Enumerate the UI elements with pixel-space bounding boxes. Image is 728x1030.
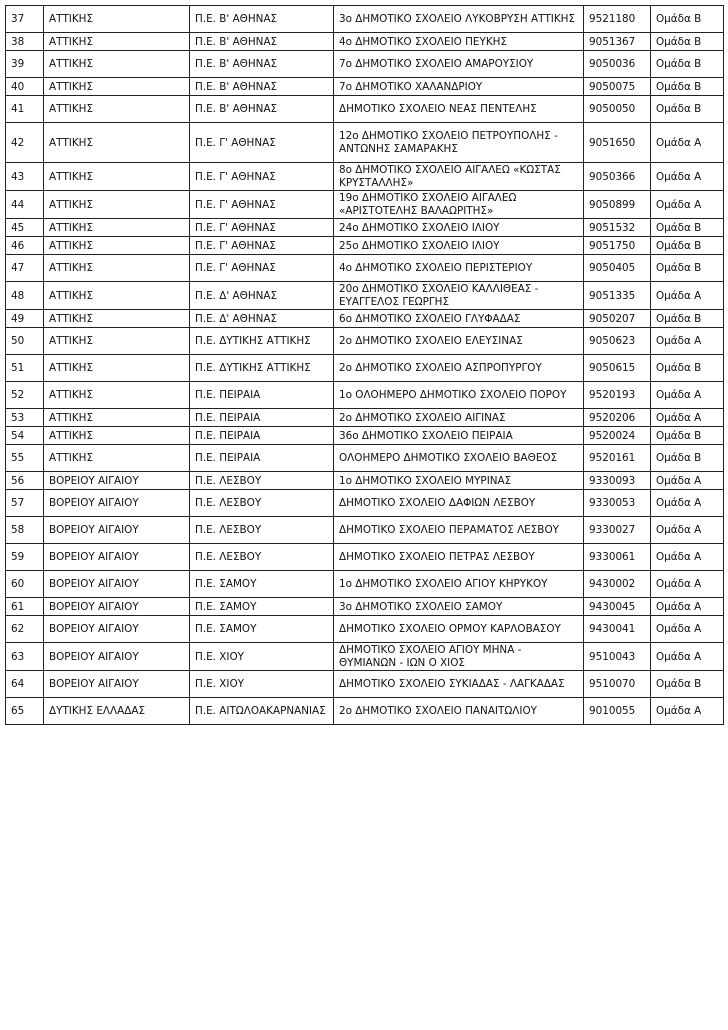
region-cell: ΒΟΡΕΙΟΥ ΑΙΓΑΙΟΥ — [44, 472, 190, 490]
school-name-cell: 36ο ΔΗΜΟΤΙΚΟ ΣΧΟΛΕΙΟ ΠΕΙΡΑΙΑ — [334, 427, 584, 445]
region-cell: ΑΤΤΙΚΗΣ — [44, 219, 190, 237]
region-cell: ΒΟΡΕΙΟΥ ΑΙΓΑΙΟΥ — [44, 571, 190, 598]
school-code-cell: 9521180 — [584, 6, 651, 33]
school-name-cell: 1ο ΔΗΜΟΤΙΚΟ ΣΧΟΛΕΙΟ ΑΓΙΟΥ ΚΗΡΥΚΟΥ — [334, 571, 584, 598]
group-cell: Ομάδα Α — [651, 598, 724, 616]
region-cell: ΑΤΤΙΚΗΣ — [44, 328, 190, 355]
school-name-cell: 1ο ΟΛΟΗΜΕΡΟ ΔΗΜΟΤΙΚΟ ΣΧΟΛΕΙΟ ΠΟΡΟΥ — [334, 382, 584, 409]
school-code-cell: 9330053 — [584, 490, 651, 517]
school-code-cell: 9510070 — [584, 671, 651, 698]
directorate-cell: Π.Ε. ΛΕΣΒΟΥ — [190, 490, 334, 517]
table-row — [6, 33, 724, 51]
group-cell: Ομάδα Β — [651, 427, 724, 445]
schools-table — [5, 5, 724, 725]
row-number: 54 — [6, 427, 44, 445]
school-name-cell: ΔΗΜΟΤΙΚΟ ΣΧΟΛΕΙΟ ΑΓΙΟΥ ΜΗΝΑ - ΘΥΜΙΑΝΩΝ - ΙΩΝ Ο ΧΙΟΣ — [334, 643, 584, 671]
school-name-cell: 2ο ΔΗΜΟΤΙΚΟ ΣΧΟΛΕΙΟ ΕΛΕΥΣΙΝΑΣ — [334, 328, 584, 355]
school-code-cell: 9510043 — [584, 643, 651, 671]
table-row — [6, 616, 724, 643]
row-number: 40 — [6, 78, 44, 96]
group-cell: Ομάδα Α — [651, 163, 724, 191]
school-code-cell: 9051367 — [584, 33, 651, 51]
table-row — [6, 671, 724, 698]
school-code-cell: 9051750 — [584, 237, 651, 255]
group-cell: Ομάδα Β — [651, 445, 724, 472]
table-row — [6, 328, 724, 355]
table-row — [6, 51, 724, 78]
table-row — [6, 427, 724, 445]
school-name-cell: 1ο ΔΗΜΟΤΙΚΟ ΣΧΟΛΕΙΟ ΜΥΡΙΝΑΣ — [334, 472, 584, 490]
region-cell: ΑΤΤΙΚΗΣ — [44, 445, 190, 472]
school-name-cell: ΔΗΜΟΤΙΚΟ ΣΧΟΛΕΙΟ ΣΥΚΙΑΔΑΣ - ΛΑΓΚΑΔΑΣ — [334, 671, 584, 698]
table-row — [6, 598, 724, 616]
row-number: 59 — [6, 544, 44, 571]
school-name-cell: 7ο ΔΗΜΟΤΙΚΟ ΧΑΛΑΝΔΡΙΟΥ — [334, 78, 584, 96]
table-row — [6, 571, 724, 598]
school-code-cell: 9050615 — [584, 355, 651, 382]
group-cell: Ομάδα Α — [651, 698, 724, 725]
region-cell: ΑΤΤΙΚΗΣ — [44, 255, 190, 282]
region-cell: ΑΤΤΙΚΗΣ — [44, 96, 190, 123]
region-cell: ΑΤΤΙΚΗΣ — [44, 427, 190, 445]
region-cell: ΒΟΡΕΙΟΥ ΑΙΓΑΙΟΥ — [44, 598, 190, 616]
row-number: 63 — [6, 643, 44, 671]
directorate-cell: Π.Ε. Γ' ΑΘΗΝΑΣ — [190, 237, 334, 255]
row-number: 45 — [6, 219, 44, 237]
row-number: 46 — [6, 237, 44, 255]
group-cell: Ομάδα Β — [651, 671, 724, 698]
row-number: 37 — [6, 6, 44, 33]
school-code-cell: 9010055 — [584, 698, 651, 725]
table-row — [6, 409, 724, 427]
directorate-cell: Π.Ε. ΧΙΟΥ — [190, 643, 334, 671]
region-cell: ΑΤΤΙΚΗΣ — [44, 237, 190, 255]
school-name-cell: 4ο ΔΗΜΟΤΙΚΟ ΣΧΟΛΕΙΟ ΠΕΥΚΗΣ — [334, 33, 584, 51]
row-number: 65 — [6, 698, 44, 725]
row-number: 39 — [6, 51, 44, 78]
region-cell: ΒΟΡΕΙΟΥ ΑΙΓΑΙΟΥ — [44, 616, 190, 643]
row-number: 58 — [6, 517, 44, 544]
row-number: 64 — [6, 671, 44, 698]
school-name-cell: ΟΛΟΗΜΕΡΟ ΔΗΜΟΤΙΚΟ ΣΧΟΛΕΙΟ ΒΑΘΕΟΣ — [334, 445, 584, 472]
table-row — [6, 643, 724, 671]
school-code-cell: 9051335 — [584, 282, 651, 310]
row-number: 48 — [6, 282, 44, 310]
row-number: 56 — [6, 472, 44, 490]
school-name-cell: 3ο ΔΗΜΟΤΙΚΟ ΣΧΟΛΕΙΟ ΛΥΚΟΒΡΥΣΗ ΑΤΤΙΚΗΣ — [334, 6, 584, 33]
table-row — [6, 237, 724, 255]
school-name-cell: ΔΗΜΟΤΙΚΟ ΣΧΟΛΕΙΟ ΔΑΦΙΩΝ ΛΕΣΒΟΥ — [334, 490, 584, 517]
row-number: 61 — [6, 598, 44, 616]
table-row — [6, 310, 724, 328]
school-code-cell: 9330061 — [584, 544, 651, 571]
school-code-cell: 9050075 — [584, 78, 651, 96]
school-name-cell: 2ο ΔΗΜΟΤΙΚΟ ΣΧΟΛΕΙΟ ΠΑΝΑΙΤΩΛΙΟΥ — [334, 698, 584, 725]
group-cell: Ομάδα Β — [651, 51, 724, 78]
table-row — [6, 6, 724, 33]
group-cell: Ομάδα Α — [651, 544, 724, 571]
school-code-cell: 9520193 — [584, 382, 651, 409]
school-code-cell: 9430002 — [584, 571, 651, 598]
table-row — [6, 219, 724, 237]
region-cell: ΑΤΤΙΚΗΣ — [44, 382, 190, 409]
group-cell: Ομάδα Β — [651, 96, 724, 123]
row-number: 44 — [6, 191, 44, 219]
school-name-cell: ΔΗΜΟΤΙΚΟ ΣΧΟΛΕΙΟ ΟΡΜΟΥ ΚΑΡΛΟΒΑΣΟΥ — [334, 616, 584, 643]
region-cell: ΑΤΤΙΚΗΣ — [44, 33, 190, 51]
table-row — [6, 123, 724, 163]
school-code-cell: 9520024 — [584, 427, 651, 445]
region-cell: ΒΟΡΕΙΟΥ ΑΙΓΑΙΟΥ — [44, 544, 190, 571]
row-number: 42 — [6, 123, 44, 163]
table-row — [6, 255, 724, 282]
school-name-cell: ΔΗΜΟΤΙΚΟ ΣΧΟΛΕΙΟ ΠΕΡΑΜΑΤΟΣ ΛΕΣΒΟΥ — [334, 517, 584, 544]
group-cell: Ομάδα Β — [651, 219, 724, 237]
directorate-cell: Π.Ε. Γ' ΑΘΗΝΑΣ — [190, 219, 334, 237]
school-name-cell: 2ο ΔΗΜΟΤΙΚΟ ΣΧΟΛΕΙΟ ΑΣΠΡΟΠΥΡΓΟΥ — [334, 355, 584, 382]
school-code-cell: 9051532 — [584, 219, 651, 237]
directorate-cell: Π.Ε. Γ' ΑΘΗΝΑΣ — [190, 123, 334, 163]
group-cell: Ομάδα Α — [651, 328, 724, 355]
school-code-cell: 9050899 — [584, 191, 651, 219]
row-number: 55 — [6, 445, 44, 472]
group-cell: Ομάδα Β — [651, 33, 724, 51]
table-row — [6, 445, 724, 472]
school-name-cell: 12ο ΔΗΜΟΤΙΚΟ ΣΧΟΛΕΙΟ ΠΕΤΡΟΥΠΟΛΗΣ - ΑΝΤΩΝΗΣ ΣΑΜΑΡΑΚΗΣ — [334, 123, 584, 163]
table-row — [6, 78, 724, 96]
row-number: 52 — [6, 382, 44, 409]
school-name-cell: 2ο ΔΗΜΟΤΙΚΟ ΣΧΟΛΕΙΟ ΑΙΓΙΝΑΣ — [334, 409, 584, 427]
region-cell: ΑΤΤΙΚΗΣ — [44, 409, 190, 427]
school-code-cell: 9050036 — [584, 51, 651, 78]
group-cell: Ομάδα Α — [651, 123, 724, 163]
school-name-cell: 25ο ΔΗΜΟΤΙΚΟ ΣΧΟΛΕΙΟ ΙΛΙΟΥ — [334, 237, 584, 255]
group-cell: Ομάδα Β — [651, 78, 724, 96]
group-cell: Ομάδα Α — [651, 571, 724, 598]
directorate-cell: Π.Ε. Γ' ΑΘΗΝΑΣ — [190, 255, 334, 282]
region-cell: ΔΥΤΙΚΗΣ ΕΛΛΑΔΑΣ — [44, 698, 190, 725]
school-name-cell: 3ο ΔΗΜΟΤΙΚΟ ΣΧΟΛΕΙΟ ΣΑΜΟΥ — [334, 598, 584, 616]
school-name-cell: 20ο ΔΗΜΟΤΙΚΟ ΣΧΟΛΕΙΟ ΚΑΛΛΙΘΕΑΣ - ΕΥΑΓΓΕΛΟΣ ΓΕΩΡΓΗΣ — [334, 282, 584, 310]
directorate-cell: Π.Ε. ΛΕΣΒΟΥ — [190, 472, 334, 490]
region-cell: ΒΟΡΕΙΟΥ ΑΙΓΑΙΟΥ — [44, 671, 190, 698]
directorate-cell: Π.Ε. ΠΕΙΡΑΙΑ — [190, 382, 334, 409]
school-name-cell: ΔΗΜΟΤΙΚΟ ΣΧΟΛΕΙΟ ΝΕΑΣ ΠΕΝΤΕΛΗΣ — [334, 96, 584, 123]
group-cell: Ομάδα Α — [651, 490, 724, 517]
row-number: 51 — [6, 355, 44, 382]
directorate-cell: Π.Ε. Γ' ΑΘΗΝΑΣ — [190, 191, 334, 219]
directorate-cell: Π.Ε. ΧΙΟΥ — [190, 671, 334, 698]
table-row — [6, 382, 724, 409]
directorate-cell: Π.Ε. ΑΙΤΩΛΟΑΚΑΡΝΑΝΙΑΣ — [190, 698, 334, 725]
region-cell: ΒΟΡΕΙΟΥ ΑΙΓΑΙΟΥ — [44, 643, 190, 671]
school-code-cell: 9050623 — [584, 328, 651, 355]
directorate-cell: Π.Ε. Β' ΑΘΗΝΑΣ — [190, 51, 334, 78]
school-name-cell: 7ο ΔΗΜΟΤΙΚΟ ΣΧΟΛΕΙΟ ΑΜΑΡΟΥΣΙΟΥ — [334, 51, 584, 78]
row-number: 38 — [6, 33, 44, 51]
group-cell: Ομάδα Α — [651, 382, 724, 409]
region-cell: ΑΤΤΙΚΗΣ — [44, 191, 190, 219]
group-cell: Ομάδα Α — [651, 643, 724, 671]
directorate-cell: Π.Ε. Β' ΑΘΗΝΑΣ — [190, 6, 334, 33]
directorate-cell: Π.Ε. ΠΕΙΡΑΙΑ — [190, 445, 334, 472]
group-cell: Ομάδα Α — [651, 282, 724, 310]
table-row — [6, 96, 724, 123]
directorate-cell: Π.Ε. ΔΥΤΙΚΗΣ ΑΤΤΙΚΗΣ — [190, 355, 334, 382]
school-name-cell: ΔΗΜΟΤΙΚΟ ΣΧΟΛΕΙΟ ΠΕΤΡΑΣ ΛΕΣΒΟΥ — [334, 544, 584, 571]
school-name-cell: 6ο ΔΗΜΟΤΙΚΟ ΣΧΟΛΕΙΟ ΓΛΥΦΑΔΑΣ — [334, 310, 584, 328]
directorate-cell: Π.Ε. ΛΕΣΒΟΥ — [190, 544, 334, 571]
directorate-cell: Π.Ε. ΛΕΣΒΟΥ — [190, 517, 334, 544]
table-row — [6, 517, 724, 544]
directorate-cell: Π.Ε. Β' ΑΘΗΝΑΣ — [190, 33, 334, 51]
row-number: 57 — [6, 490, 44, 517]
row-number: 62 — [6, 616, 44, 643]
school-code-cell: 9430041 — [584, 616, 651, 643]
table-row — [6, 472, 724, 490]
directorate-cell: Π.Ε. Δ' ΑΘΗΝΑΣ — [190, 282, 334, 310]
school-name-cell: 24ο ΔΗΜΟΤΙΚΟ ΣΧΟΛΕΙΟ ΙΛΙΟΥ — [334, 219, 584, 237]
row-number: 53 — [6, 409, 44, 427]
school-name-cell: 4ο ΔΗΜΟΤΙΚΟ ΣΧΟΛΕΙΟ ΠΕΡΙΣΤΕΡΙΟΥ — [334, 255, 584, 282]
region-cell: ΑΤΤΙΚΗΣ — [44, 78, 190, 96]
group-cell: Ομάδα Β — [651, 310, 724, 328]
school-code-cell: 9050405 — [584, 255, 651, 282]
group-cell: Ομάδα Α — [651, 409, 724, 427]
region-cell: ΑΤΤΙΚΗΣ — [44, 51, 190, 78]
row-number: 49 — [6, 310, 44, 328]
school-code-cell: 9050207 — [584, 310, 651, 328]
table-row — [6, 490, 724, 517]
region-cell: ΑΤΤΙΚΗΣ — [44, 310, 190, 328]
row-number: 50 — [6, 328, 44, 355]
row-number: 47 — [6, 255, 44, 282]
directorate-cell: Π.Ε. ΠΕΙΡΑΙΑ — [190, 409, 334, 427]
directorate-cell: Π.Ε. Δ' ΑΘΗΝΑΣ — [190, 310, 334, 328]
school-code-cell: 9050366 — [584, 163, 651, 191]
table-row — [6, 282, 724, 310]
row-number: 43 — [6, 163, 44, 191]
table-row — [6, 544, 724, 571]
school-code-cell: 9520206 — [584, 409, 651, 427]
school-code-cell: 9330027 — [584, 517, 651, 544]
school-code-cell: 9051650 — [584, 123, 651, 163]
directorate-cell: Π.Ε. ΣΑΜΟΥ — [190, 616, 334, 643]
group-cell: Ομάδα Α — [651, 616, 724, 643]
directorate-cell: Π.Ε. ΣΑΜΟΥ — [190, 571, 334, 598]
region-cell: ΑΤΤΙΚΗΣ — [44, 6, 190, 33]
region-cell: ΒΟΡΕΙΟΥ ΑΙΓΑΙΟΥ — [44, 517, 190, 544]
group-cell: Ομάδα Β — [651, 355, 724, 382]
table-row — [6, 163, 724, 191]
directorate-cell: Π.Ε. ΔΥΤΙΚΗΣ ΑΤΤΙΚΗΣ — [190, 328, 334, 355]
directorate-cell: Π.Ε. Β' ΑΘΗΝΑΣ — [190, 96, 334, 123]
region-cell: ΒΟΡΕΙΟΥ ΑΙΓΑΙΟΥ — [44, 490, 190, 517]
region-cell: ΑΤΤΙΚΗΣ — [44, 355, 190, 382]
group-cell: Ομάδα Β — [651, 237, 724, 255]
school-code-cell: 9430045 — [584, 598, 651, 616]
group-cell: Ομάδα Β — [651, 255, 724, 282]
table-row — [6, 355, 724, 382]
region-cell: ΑΤΤΙΚΗΣ — [44, 163, 190, 191]
group-cell: Ομάδα Α — [651, 472, 724, 490]
region-cell: ΑΤΤΙΚΗΣ — [44, 282, 190, 310]
table-row — [6, 191, 724, 219]
directorate-cell: Π.Ε. ΠΕΙΡΑΙΑ — [190, 427, 334, 445]
region-cell: ΑΤΤΙΚΗΣ — [44, 123, 190, 163]
group-cell: Ομάδα Α — [651, 191, 724, 219]
school-name-cell: 8ο ΔΗΜΟΤΙΚΟ ΣΧΟΛΕΙΟ ΑΙΓΑΛΕΩ «ΚΩΣΤΑΣ ΚΡΥΣΤΑΛΛΗΣ» — [334, 163, 584, 191]
row-number: 41 — [6, 96, 44, 123]
schools-table-body — [6, 6, 724, 725]
school-code-cell: 9050050 — [584, 96, 651, 123]
school-name-cell: 19ο ΔΗΜΟΤΙΚΟ ΣΧΟΛΕΙΟ ΑΙΓΑΛΕΩ «ΑΡΙΣΤΟΤΕΛΗΣ ΒΑΛΑΩΡΙΤΗΣ» — [334, 191, 584, 219]
table-row — [6, 698, 724, 725]
school-code-cell: 9520161 — [584, 445, 651, 472]
directorate-cell: Π.Ε. Β' ΑΘΗΝΑΣ — [190, 78, 334, 96]
directorate-cell: Π.Ε. Γ' ΑΘΗΝΑΣ — [190, 163, 334, 191]
directorate-cell: Π.Ε. ΣΑΜΟΥ — [190, 598, 334, 616]
group-cell: Ομάδα Β — [651, 6, 724, 33]
school-code-cell: 9330093 — [584, 472, 651, 490]
group-cell: Ομάδα Α — [651, 517, 724, 544]
row-number: 60 — [6, 571, 44, 598]
